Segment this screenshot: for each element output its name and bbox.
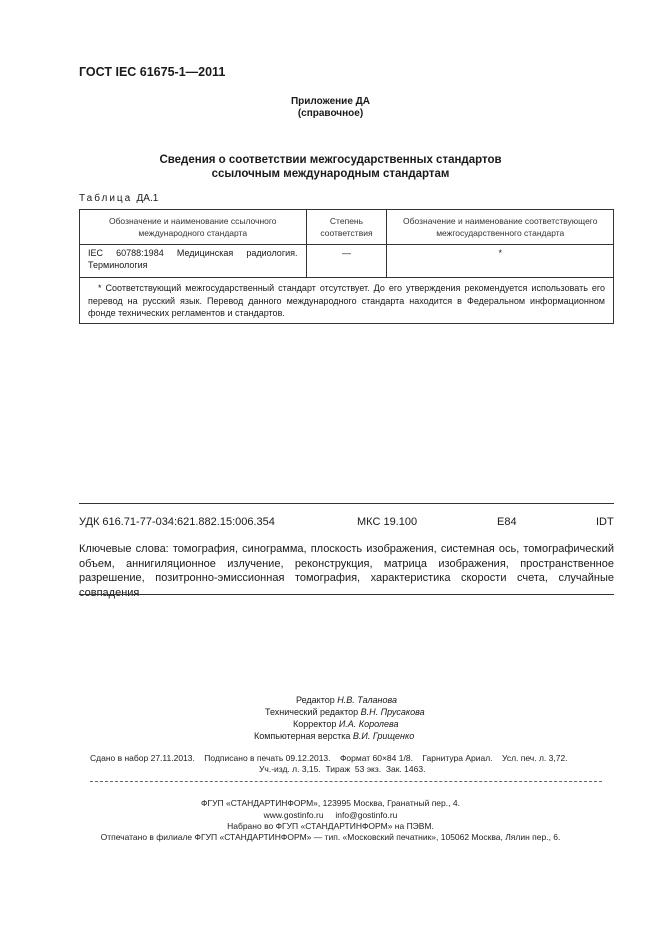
table-footnote-row	[80, 278, 614, 324]
credit-role: Редактор	[296, 695, 335, 705]
publisher-line2: www.gostinfo.ru info@gostinfo.ru	[263, 810, 398, 820]
cell-interstate-standard: *	[387, 245, 614, 278]
keywords: Ключевые слова: томография, синограмма, плоскость изображения, системная ось, томографический объем, аннигиляционное излучение, реконструкция, матрица изображения, пространственное разрешение, позитронно-эмиссионная томография, характеристика скорости счета, случайные совпадения	[79, 543, 614, 599]
header-interstate-standard: Обозначение и наименование соответствующего межгосударственного стандарта	[387, 210, 614, 245]
publisher-line3: Набрано во ФГУП «СТАНДАРТИНФОРМ» на ПЭВМ.	[227, 821, 434, 831]
table-header-row	[80, 210, 614, 245]
section-title-line1: Сведения о соответствии межгосударственных стандартов	[159, 154, 502, 166]
footnote-text: * Соответствующий межгосударственный стандарт отсутствует. До его утверждения рекомендуется использовать его перевод на русский язык. Перевод данного международного стандарта находится в Федеральном информационном фонде технических регламентов и стандартов.	[88, 283, 605, 318]
imprint-divider	[90, 781, 602, 782]
publisher-line1: ФГУП «СТАНДАРТИНФОРМ», 123995 Москва, Гранатный пер., 4.	[201, 798, 460, 808]
credit-role: Корректор	[293, 719, 337, 729]
imprint-line2: Уч.-изд. л. 3,15. Тираж 53 экз. Зак. 1463.	[259, 764, 426, 774]
credit-name: Н.В. Таланова	[337, 695, 398, 705]
publisher-line4: Отпечатано в филиале ФГУП «СТАНДАРТИНФОРМ» — тип. «Московский печатник», 105062 Москва, Лялин пер., 6.	[100, 832, 561, 842]
credit-proofreader	[293, 718, 399, 730]
table-row	[80, 245, 614, 278]
table-label-word: Таблица	[79, 193, 133, 204]
section-title-line2: ссылочным международным стандартам	[211, 168, 450, 180]
divider-top	[79, 503, 614, 504]
divider-bottom	[79, 594, 614, 595]
credit-role: Технический редактор	[265, 707, 359, 717]
imprint-line1: Сдано в набор 27.11.2013. Подписано в печать 09.12.2013. Формат 60×84 1/8. Гарнитура Ариал. Усл. печ. л. 3,72.	[90, 753, 568, 763]
header-degree: Степень соответствия	[306, 210, 387, 245]
appendix-subtitle: (справочное)	[297, 108, 364, 119]
reference-table	[79, 209, 614, 324]
idt-code: IDT	[596, 516, 614, 528]
mks-code: МКС 19.100	[357, 516, 418, 528]
credit-name: И.А. Королева	[338, 719, 399, 729]
okp-code: E84	[497, 516, 517, 528]
credit-name: В.Н. Прусакова	[360, 707, 425, 717]
credit-role: Компьютерная верстка	[254, 731, 351, 741]
credit-name: В.И. Грищенко	[352, 731, 415, 741]
header-ref-standard: Обозначение и наименование ссылочного международного стандарта	[80, 210, 307, 245]
table-footnote	[80, 278, 614, 324]
credit-editor	[296, 694, 397, 706]
table-label	[79, 193, 158, 204]
credit-layout	[254, 730, 414, 742]
cell-degree: —	[306, 245, 387, 278]
appendix-title: Приложение ДА	[290, 96, 371, 107]
table-label-number: ДА.1	[136, 193, 159, 204]
udc-code: УДК 616.71-77-034:621.882.15:006.354	[79, 516, 275, 528]
credit-tech-editor	[265, 706, 425, 718]
cell-ref-standard: IEC 60788:1984 Медицинская радиология. Терминология	[80, 245, 307, 278]
document-header: ГОСТ IEC 61675-1—2011	[79, 65, 226, 79]
